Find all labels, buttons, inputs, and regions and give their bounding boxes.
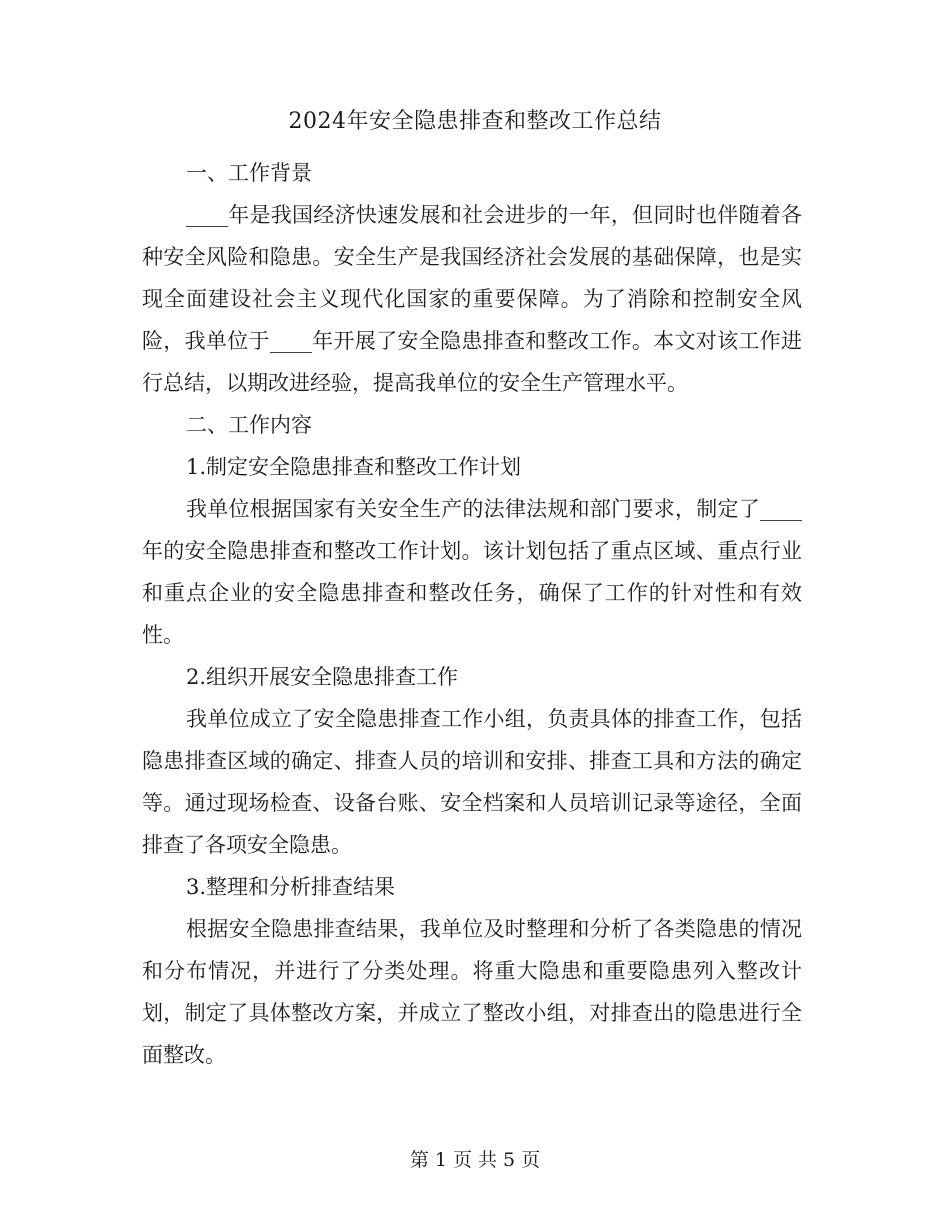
paragraph-plan: 我单位根据国家有关安全生产的法律法规和部门要求，制定了____年的安全隐患排查和整改工作计划。该计划包括了重点区域、重点行业和重点企业的安全隐患排查和整改任务，确保了工作的针对性和有效性。 <box>142 497 802 647</box>
paragraph-inspection: 我单位成立了安全隐患排查工作小组，负责具体的排查工作，包括隐患排查区域的确定、排查人员的培训和安排、排查工具和方法的确定等。通过现场检查、设备台账、安全档案和人员培训记录等途径，全面排查了各项安全隐患。 <box>142 707 802 857</box>
section-heading-content: 二、工作内容 <box>186 413 312 437</box>
paragraph-background: ____年是我国经济快速发展和社会进步的一年，但同时也伴随着各种安全风险和隐患。安全生产是我国经济社会发展的基础保障，也是实现全面建设社会主义现代化国家的重要保障。为了消除和控制安全风险，我单位于____年开展了安全隐患排查和整改工作。本文对该工作进行总结，以期改进经验，提高我单位的安全生产管理水平。 <box>142 203 802 395</box>
section-heading-background: 一、工作背景 <box>186 161 312 185</box>
subheading-inspection: 2.组织开展安全隐患排查工作 <box>186 665 459 689</box>
paragraph-analysis: 根据安全隐患排查结果，我单位及时整理和分析了各类隐患的情况和分布情况，并进行了分类处理。将重大隐患和重要隐患列入整改计划，制定了具体整改方案，并成立了整改小组，对排查出的隐患进行全面整改。 <box>142 917 802 1067</box>
subheading-analysis: 3.整理和分析排查结果 <box>186 875 396 899</box>
page-number-footer: 第 1 页 共 5 页 <box>409 1149 541 1171</box>
document-body <box>142 152 802 1076</box>
document-title: 2024年安全隐患排查和整改工作总结 <box>288 109 662 134</box>
subheading-plan: 1.制定安全隐患排查和整改工作计划 <box>186 455 522 479</box>
